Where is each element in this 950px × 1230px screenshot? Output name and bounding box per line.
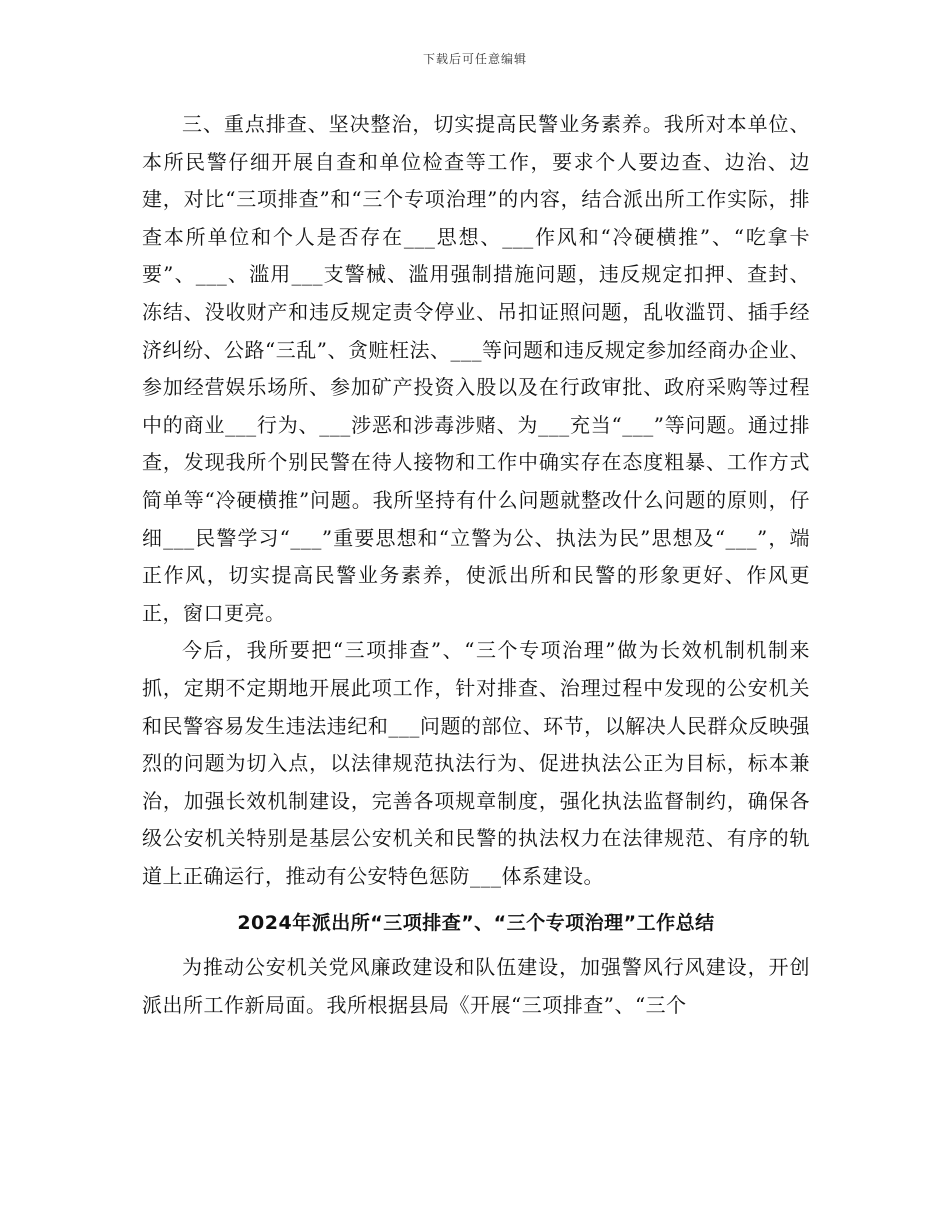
document-body (142, 106, 810, 1025)
page-header: 下载后可任意编辑 (422, 52, 527, 66)
paragraph-future-plan: 今后，我所要把“三项排查”、“三个专项治理”做为长效机制机制来抓，定期不定期地开展此项工作，针对排查、治理过程中发现的公安机关和民警容易发生违法违纪和___问题的部位、环节，以解决人民群众反映强烈的问题为切入点，以法律规范执法行为、促进执法公正为目标，标本兼治，加强长效机制建设，完善各项规章制度，强化执法监督制约，确保各级公安机关特别是基层公安机关和民警的执法权力在法律规范、有序的轨道上正确运行，推动有公安特色惩防___体系建设。 (142, 638, 810, 888)
paragraph-intro: 为推动公安机关党风廉政建设和队伍建设，加强警风行风建设，开创派出所工作新局面。我所根据县局《开展“三项排查”、“三个 (142, 955, 810, 1018)
section-title: 2024年派出所“三项排查”、“三个专项治理”工作总结 (237, 912, 715, 935)
paragraph-rectification: 三、重点排查、坚决整治，切实提高民警业务素养。我所对本单位、本所民警仔细开展自查和单位检查等工作，要求个人要边查、边治、边建，对比“三项排查”和“三个专项治理”的内容，结合派出所工作实际，排查本所单位和个人是否存在___思想、___作风和“冷硬横推”、“吃拿卡要”、___、滥用___支警械、滥用强制措施问题，违反规定扣押、查封、冻结、没收财产和违反规定责令停业、吊扣证照问题，乱收滥罚、插手经济纠纷、公路“三乱”、贪赃枉法、___等问题和违反规定参加经商办企业、参加经营娱乐场所、参加矿产投资入股以及在行政审批、政府采购等过程中的商业___行为、___涉恶和涉毒涉赌、为___充当“___”等问题。通过排查，发现我所个别民警在待人接物和工作中确实存在态度粗暴、工作方式简单等“冷硬横推”问题。我所坚持有什么问题就整改什么问题的原则，仔细___民警学习“___”重要思想和“立警为公、执法为民”思想及“___”，端正作风，切实提高民警业务素养，使派出所和民警的形象更好、作风更正，窗口更亮。 (142, 112, 810, 625)
